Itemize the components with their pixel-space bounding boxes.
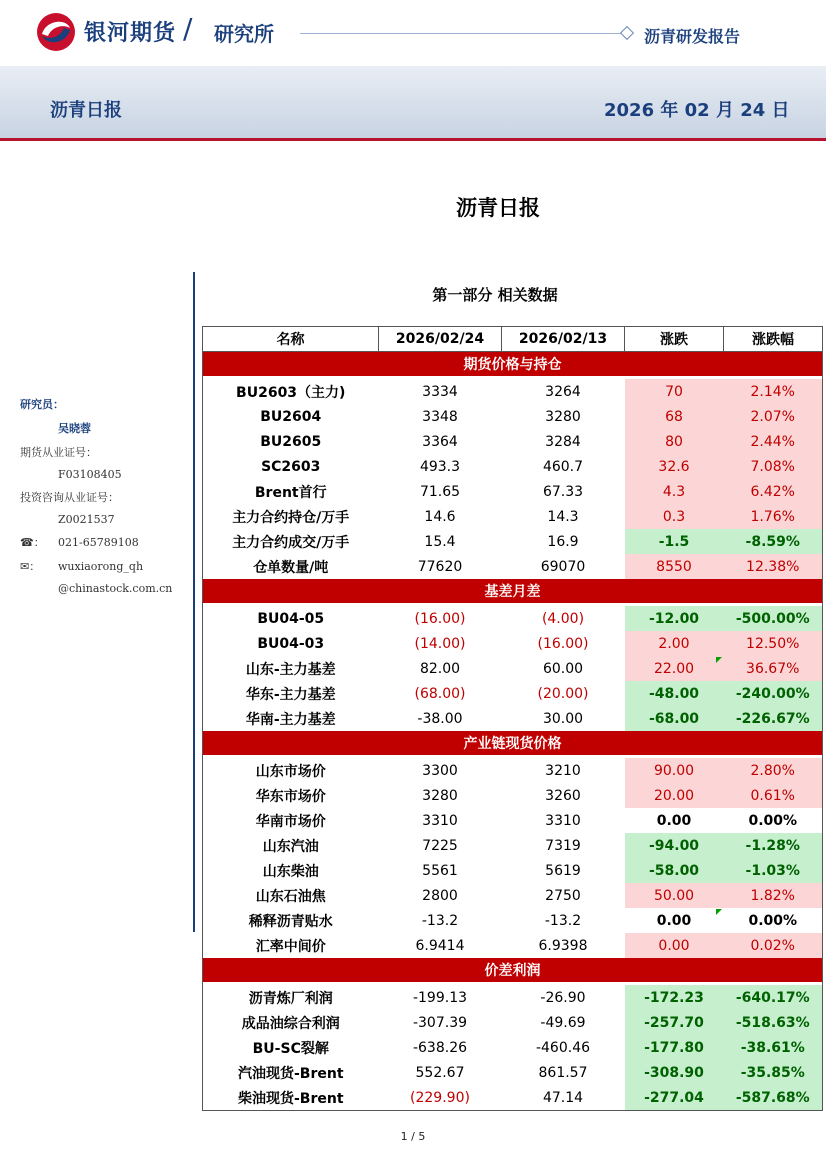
page-title: 沥青日报 (456, 196, 540, 220)
value-change-pct: -35.85% (724, 1060, 823, 1085)
value-change: 70 (625, 379, 724, 404)
section-row (203, 352, 823, 377)
value-previous: -460.46 (535, 1039, 591, 1056)
value-previous: (4.00) (541, 610, 585, 627)
row-name: BU-SC裂解 (252, 1040, 329, 1057)
value-previous: 16.9 (547, 533, 579, 550)
value-change-pct: 2.14% (724, 379, 823, 404)
header-change: 涨跌 (625, 327, 724, 352)
row-name: BU04-03 (257, 635, 325, 652)
value-current: 3280 (422, 787, 458, 804)
section-row (203, 731, 823, 755)
row-name: 稀释沥青贴水 (248, 913, 333, 930)
consult-label: 投资咨询从业证号： (20, 491, 119, 504)
value-previous: -49.69 (540, 1014, 586, 1031)
row-name: 华南-主力基差 (245, 711, 336, 728)
company-name: 银河期货 (84, 21, 177, 46)
value-change: 68 (625, 404, 724, 429)
value-change-pct: 2.07% (724, 404, 823, 429)
value-change: 22.00 (625, 656, 724, 681)
row-name: 山东-主力基差 (245, 661, 336, 678)
header-name: 名称 (203, 327, 379, 352)
value-previous: -26.90 (540, 989, 586, 1006)
value-change-pct: 7.08% (724, 454, 823, 479)
row-name: 华东市场价 (255, 788, 326, 805)
value-previous: -13.2 (544, 912, 582, 929)
value-current: (229.90) (410, 1089, 470, 1106)
company-logo-icon (36, 12, 76, 52)
value-previous: 3310 (545, 812, 581, 829)
value-change-pct: 6.42% (724, 479, 823, 504)
value-change-pct: -518.63% (724, 1010, 823, 1035)
row-name: 山东汽油 (262, 838, 319, 855)
value-change: 8550 (625, 554, 724, 579)
license-label: 期货从业证号： (20, 446, 97, 459)
header-date-1: 2026/02/24 (379, 327, 502, 352)
section-title-cell: 产业链现货价格 (203, 731, 823, 755)
value-change: 32.6 (625, 454, 724, 479)
table-row (203, 783, 823, 808)
value-previous: 47.14 (542, 1089, 584, 1106)
value-current: 7225 (422, 837, 458, 854)
value-current: (14.00) (414, 635, 466, 652)
value-previous: (20.00) (537, 685, 589, 702)
value-current: (16.00) (414, 610, 466, 627)
report-date: 2026 年 02 月 24 日 (604, 100, 790, 121)
value-previous: 3284 (545, 433, 581, 450)
table-row (203, 529, 823, 554)
value-change-pct: -38.61% (724, 1035, 823, 1060)
row-name: BU04-05 (257, 610, 325, 627)
value-change: 0.3 (625, 504, 724, 529)
value-change: 2.00 (625, 631, 724, 656)
phone-number: 021-65789108 (58, 536, 139, 549)
value-change-pct: -8.59% (724, 529, 823, 554)
mail-icon: ✉： (20, 560, 41, 573)
email-line-2[interactable]: @chinastock.com.cn (58, 582, 173, 595)
section-row (203, 579, 823, 603)
value-previous: 460.7 (542, 458, 584, 475)
value-change-pct: 0.02% (724, 933, 823, 958)
value-change-pct: -226.67% (724, 706, 823, 731)
value-current: (68.00) (414, 685, 466, 702)
section-row (203, 958, 823, 982)
value-previous: 67.33 (542, 483, 584, 500)
data-table (202, 326, 823, 1111)
value-previous: 2750 (545, 887, 581, 904)
value-previous: 30.00 (542, 710, 584, 727)
email-line-1[interactable]: wuxiaorong_qh (58, 560, 144, 573)
table-row (203, 858, 823, 883)
row-name: 柴油现货-Brent (237, 1090, 344, 1107)
value-change: 0.00 (625, 808, 724, 833)
value-change: -1.5 (625, 529, 724, 554)
row-name: 华东-主力基差 (245, 686, 336, 703)
value-change: -257.70 (625, 1010, 724, 1035)
table-row (203, 429, 823, 454)
value-change: -58.00 (625, 858, 724, 883)
value-current: 3300 (422, 762, 458, 779)
row-name: 山东石油焦 (255, 888, 326, 905)
row-name: 山东柴油 (262, 863, 319, 880)
table-row (203, 631, 823, 656)
row-name: 主力合约成交/万手 (232, 534, 350, 551)
researcher-name: 吴晓蓉 (58, 422, 91, 435)
value-current: 493.3 (419, 458, 461, 475)
value-current: -638.26 (412, 1039, 468, 1056)
institute-name: 研究所 (214, 22, 274, 46)
table-row (203, 1060, 823, 1085)
value-previous: 861.57 (538, 1064, 588, 1081)
value-change-pct: -240.00% (724, 681, 823, 706)
value-change: -12.00 (625, 606, 724, 631)
row-name: 成品油综合利润 (241, 1015, 340, 1032)
value-previous: 60.00 (542, 660, 584, 677)
researcher-label: 研究员： (20, 398, 64, 411)
table-row (203, 656, 823, 681)
value-current: 14.6 (424, 508, 456, 525)
value-current: -199.13 (412, 989, 468, 1006)
row-name: BU2604 (260, 408, 322, 425)
value-change-pct: 12.38% (724, 554, 823, 579)
band-red-rule (0, 138, 826, 141)
row-name: 沥青炼厂利润 (248, 990, 333, 1007)
row-name: 主力合约持仓/万手 (232, 509, 350, 526)
value-current: 2800 (422, 887, 458, 904)
value-current: 6.9414 (415, 937, 465, 954)
value-previous: 7319 (545, 837, 581, 854)
value-previous: (16.00) (537, 635, 589, 652)
value-current: 77620 (417, 558, 463, 575)
value-current: 5561 (422, 862, 458, 879)
value-change-pct: 0.00% (724, 908, 823, 933)
value-change-pct: -1.03% (724, 858, 823, 883)
value-current: 3334 (422, 383, 458, 400)
table-row (203, 554, 823, 579)
row-name: 汇率中间价 (255, 938, 326, 955)
license-number: F03108405 (58, 468, 122, 481)
section-title: 第一部分 相关数据 (432, 286, 558, 304)
table-row (203, 706, 823, 731)
value-change: 20.00 (625, 783, 724, 808)
section-title-cell: 价差利润 (203, 958, 823, 982)
comment-marker-icon (716, 657, 722, 663)
value-current: 552.67 (415, 1064, 465, 1081)
page-number: 1 / 5 (400, 1130, 426, 1143)
value-change: -177.80 (625, 1035, 724, 1060)
value-current: -13.2 (421, 912, 459, 929)
value-previous: 69070 (540, 558, 586, 575)
value-change: 80 (625, 429, 724, 454)
table-row (203, 985, 823, 1010)
value-current: -38.00 (417, 710, 463, 727)
band-title: 沥青日报 (50, 100, 122, 121)
consult-number: Z0021537 (58, 513, 115, 526)
sidebar-divider (193, 272, 195, 932)
diamond-icon (620, 26, 634, 40)
table-row (203, 808, 823, 833)
header-change-pct: 涨跌幅 (724, 327, 823, 352)
value-change-pct: 2.80% (724, 758, 823, 783)
value-change-pct: -500.00% (724, 606, 823, 631)
value-previous: 3260 (545, 787, 581, 804)
row-name: 仓单数量/吨 (253, 559, 329, 576)
table-row (203, 833, 823, 858)
row-name: SC2603 (261, 458, 321, 475)
header-date-2: 2026/02/13 (502, 327, 625, 352)
phone-icon: ☎： (20, 536, 45, 549)
value-previous: 3264 (545, 383, 581, 400)
value-change-pct: -640.17% (724, 985, 823, 1010)
value-change: -68.00 (625, 706, 724, 731)
value-change: 50.00 (625, 883, 724, 908)
value-change: 0.00 (625, 908, 724, 933)
value-current: -307.39 (412, 1014, 468, 1031)
value-current: 82.00 (419, 660, 461, 677)
value-change-pct: -1.28% (724, 833, 823, 858)
value-current: 3310 (422, 812, 458, 829)
header-rule (300, 33, 622, 34)
author-sidebar (20, 396, 172, 595)
section-title-cell: 期货价格与持仓 (203, 352, 823, 377)
table-row (203, 758, 823, 783)
value-change-pct: 1.82% (724, 883, 823, 908)
value-change-pct: 1.76% (724, 504, 823, 529)
value-current: 15.4 (424, 533, 456, 550)
value-current: 3364 (422, 433, 458, 450)
value-change: -308.90 (625, 1060, 724, 1085)
table-row (203, 379, 823, 404)
logo-divider: / (183, 12, 193, 45)
value-change: -277.04 (625, 1085, 724, 1111)
table-row (203, 681, 823, 706)
value-previous: 14.3 (547, 508, 579, 525)
value-change: 0.00 (625, 933, 724, 958)
table-row (203, 908, 823, 933)
table-header-row (203, 327, 823, 352)
value-current: 71.65 (419, 483, 461, 500)
table-row (203, 1085, 823, 1111)
row-name: BU2603（主力) (236, 384, 346, 401)
table-row (203, 504, 823, 529)
row-name: BU2605 (260, 433, 322, 450)
table-row (203, 883, 823, 908)
value-previous: 5619 (545, 862, 581, 879)
value-change-pct: 36.67% (724, 656, 823, 681)
value-change: -48.00 (625, 681, 724, 706)
value-change: 4.3 (625, 479, 724, 504)
value-previous: 3210 (545, 762, 581, 779)
row-name: 汽油现货-Brent (237, 1065, 344, 1082)
value-change-pct: 0.61% (724, 783, 823, 808)
value-change-pct: 0.00% (724, 808, 823, 833)
section-title-cell: 基差月差 (203, 579, 823, 603)
value-previous: 6.9398 (538, 937, 588, 954)
table-row (203, 606, 823, 631)
table-row (203, 479, 823, 504)
value-change-pct: 12.50% (724, 631, 823, 656)
table-row (203, 454, 823, 479)
row-name: 华南市场价 (255, 813, 326, 830)
value-change-pct: 2.44% (724, 429, 823, 454)
table-row (203, 1010, 823, 1035)
value-change: -172.23 (625, 985, 724, 1010)
table-row (203, 933, 823, 958)
table-row (203, 1035, 823, 1060)
value-previous: 3280 (545, 408, 581, 425)
comment-marker-icon (716, 909, 722, 915)
report-type: 沥青研发报告 (644, 27, 741, 46)
value-change-pct: -587.68% (724, 1085, 823, 1111)
row-name: 山东市场价 (255, 763, 326, 780)
table-row (203, 404, 823, 429)
value-current: 3348 (422, 408, 458, 425)
row-name: Brent首行 (254, 484, 327, 501)
value-change: 90.00 (625, 758, 724, 783)
value-change: -94.00 (625, 833, 724, 858)
